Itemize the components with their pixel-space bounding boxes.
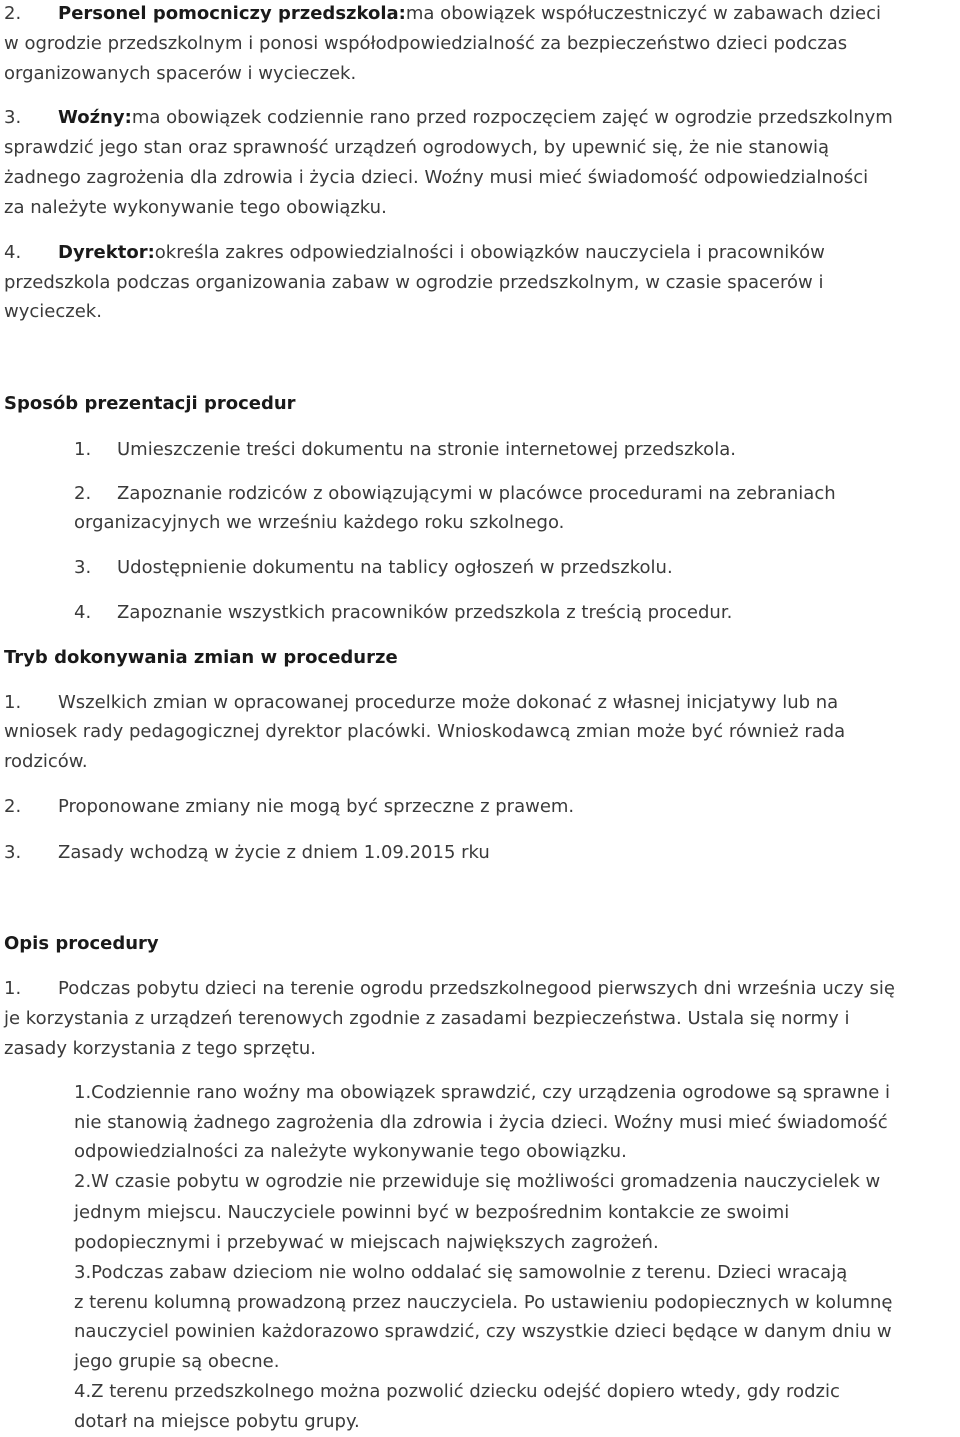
sub-item: 3.Podczas zabaw dzieciom nie wolno oddalać się samowolnie z terenu. Dzieci wracają — [74, 1262, 848, 1283]
text-line: jednym miejscu. Nauczyciele powinni być w bezpośrednim kontakcie ze swoimi — [74, 1202, 790, 1223]
text-line: wniosek rady pedagogicznej dyrektor placówki. Wnioskodawcą zmian może być również rada — [4, 721, 846, 742]
text-line: dotarł na miejsce pobytu grupy. — [74, 1411, 360, 1432]
list-item: 4. Zapoznanie wszystkich pracowników przedszkola z treścią procedur. — [74, 602, 733, 623]
text-line: nie stanowią żadnego zagrożenia dla zdrowia i życia dzieci. Woźny musi mieć świadomość — [74, 1112, 888, 1133]
role-label: Dyrektor: — [58, 242, 155, 263]
text-line: za należyte wykonywanie tego obowiązku. — [4, 197, 387, 218]
list-item: 3. Zasady wchodzą w życie z dniem 1.09.2015 rku — [4, 842, 490, 863]
text-line: jego grupie są obecne. — [74, 1351, 280, 1372]
list-item: 2. Proponowane zmiany nie mogą być sprzeczne z prawem. — [4, 796, 575, 817]
sub-item: 2.W czasie pobytu w ogrodzie nie przewiduje się możliwości gromadzenia nauczycielek w — [74, 1171, 881, 1192]
text-line: wycieczek. — [4, 301, 102, 322]
text-line: podopiecznymi i przebywać w miejscach największych zagrożeń. — [74, 1232, 659, 1253]
text-line: w ogrodzie przedszkolnym i ponosi współodpowiedzialność za bezpieczeństwo dzieci podczas — [4, 33, 848, 54]
text-line: przedszkola podczas organizowania zabaw w ogrodzie przedszkolnym, w czasie spacerów i — [4, 272, 824, 293]
role-label: Personel pomocniczy przedszkola: — [58, 3, 406, 24]
text-line: odpowiedzialności za należyte wykonywanie tego obowiązku. — [74, 1141, 627, 1162]
text-line: organizowanych spacerów i wycieczek. — [4, 63, 357, 84]
text-line: rodziców. — [4, 751, 88, 772]
text-line: żadnego zagrożenia dla zdrowia i życia dzieci. Woźny musi mieć świadomość odpowiedzialności — [4, 167, 869, 188]
list-item: 3. Woźny:ma obowiązek codziennie rano przed rozpoczęciem zajęć w ogrodzie przedszkolnym — [4, 107, 893, 128]
text-line: nauczyciel powinien każdorazowo sprawdzić, czy wszystkie dzieci będące w danym dniu w — [74, 1321, 892, 1342]
section-heading: Tryb dokonywania zmian w procedurze — [4, 647, 398, 668]
list-item: 2. Zapoznanie rodziców z obowiązującymi w placówce procedurami na zebraniach — [74, 483, 836, 504]
text-line: z terenu kolumną prowadzoną przez nauczyciela. Po ustawieniu podopiecznych w kolumnę — [74, 1292, 893, 1313]
list-item: 3. Udostępnienie dokumentu na tablicy ogłoszeń w przedszkolu. — [74, 557, 673, 578]
text-line: organizacyjnych we wrześniu każdego roku szkolnego. — [74, 512, 565, 533]
list-item: 4. Dyrektor:określa zakres odpowiedzialności i obowiązków nauczyciela i pracowników — [4, 242, 825, 263]
sub-item: 1.Codziennie rano woźny ma obowiązek sprawdzić, czy urządzenia ogrodowe są sprawne i — [74, 1082, 891, 1103]
section-heading: Opis procedury — [4, 933, 159, 954]
text-line: je korzystania z urządzeń terenowych zgodnie z zasadami bezpieczeństwa. Ustala się normy i — [4, 1008, 850, 1029]
text-line: sprawdzić jego stan oraz sprawność urządzeń ogrodowych, by upewnić się, że nie stanowią — [4, 137, 830, 158]
list-item: 1. Podczas pobytu dzieci na terenie ogrodu przedszkolnegood pierwszych dni września uczy się — [4, 978, 895, 999]
list-item: 1. Umieszczenie treści dokumentu na stronie internetowej przedszkola. — [74, 439, 736, 460]
list-item: 1. Wszelkich zmian w opracowanej procedurze może dokonać z własnej inicjatywy lub na — [4, 692, 839, 713]
section-heading: Sposób prezentacji procedur — [4, 393, 296, 414]
text-line: zasady korzystania z tego sprzętu. — [4, 1038, 316, 1059]
role-label: Woźny: — [58, 107, 132, 128]
sub-item: 4.Z terenu przedszkolnego można pozwolić dziecku odejść dopiero wtedy, gdy rodzic — [74, 1381, 840, 1402]
list-item: 2. Personel pomocniczy przedszkola:ma obowiązek współuczestniczyć w zabawach dzieci — [4, 3, 881, 24]
